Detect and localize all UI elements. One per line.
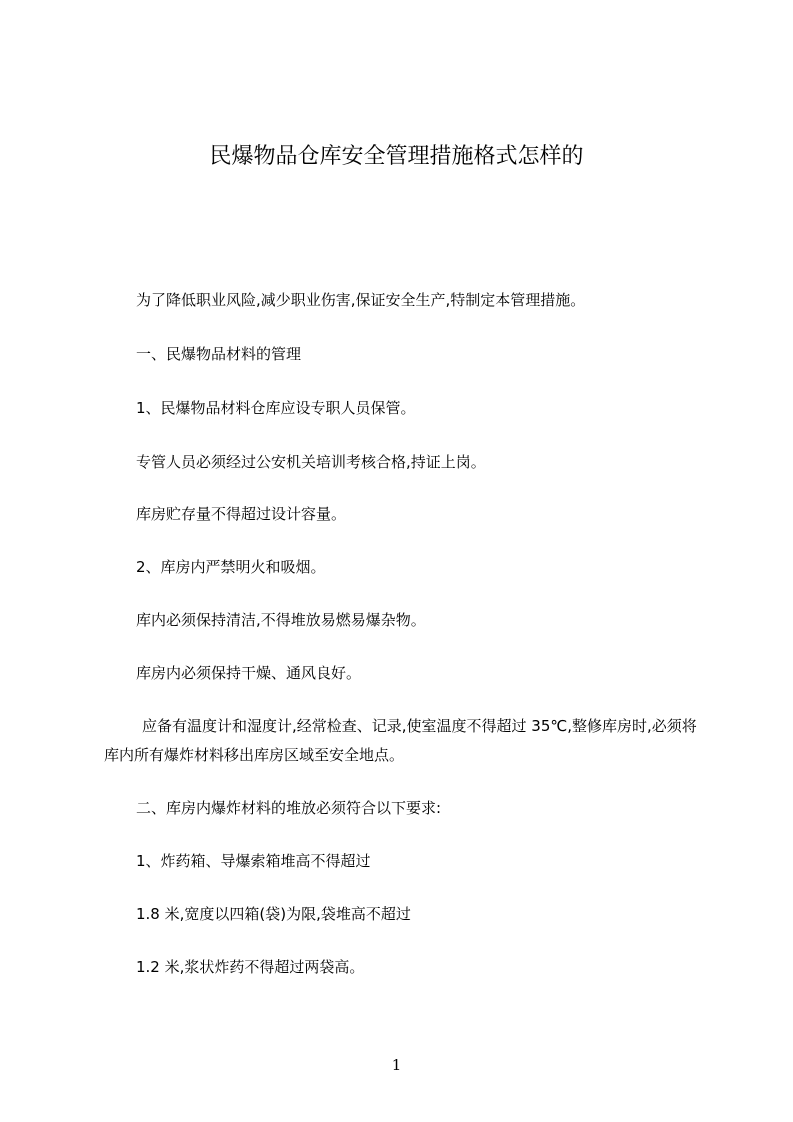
section-heading-2: 二、库房内爆炸材料的堆放必须符合以下要求:: [136, 799, 442, 817]
paragraph-temperature: 应备有温度计和湿度计,经常检查、记录,使室温度不得超过 35℃,整修库房时,必须将库内所有爆炸材料移出库房区域至安全地点。: [104, 717, 697, 764]
paragraph-item: 2、库房内严禁明火和吸烟。: [136, 558, 326, 576]
paragraph-item: 1.8 米,宽度以四箱(袋)为限,袋堆高不超过: [136, 905, 411, 923]
paragraph-intro: 为了降低职业风险,减少职业伤害,保证安全生产,特制定本管理措施。: [136, 291, 586, 309]
paragraph-item: 专管人员必须经过公安机关培训考核合格,持证上岗。: [136, 453, 486, 471]
paragraph-item: 1.2 米,浆状炸药不得超过两袋高。: [136, 958, 365, 976]
page-title: 民爆物品仓库安全管理措施格式怎样的: [209, 144, 584, 169]
paragraph-item: 库内必须保持清洁,不得堆放易燃易爆杂物。: [136, 611, 426, 629]
paragraph-item: 1、炸药箱、导爆索箱堆高不得超过: [136, 852, 371, 870]
section-heading-1: 一、民爆物品材料的管理: [136, 345, 302, 363]
paragraph-item: 库房内必须保持干燥、通风良好。: [136, 664, 362, 682]
paragraph-item: 1、民爆物品材料仓库应设专职人员保管。: [136, 399, 416, 417]
page-number: 1: [391, 1056, 402, 1074]
paragraph-item: 库房贮存量不得超过设计容量。: [136, 505, 347, 523]
